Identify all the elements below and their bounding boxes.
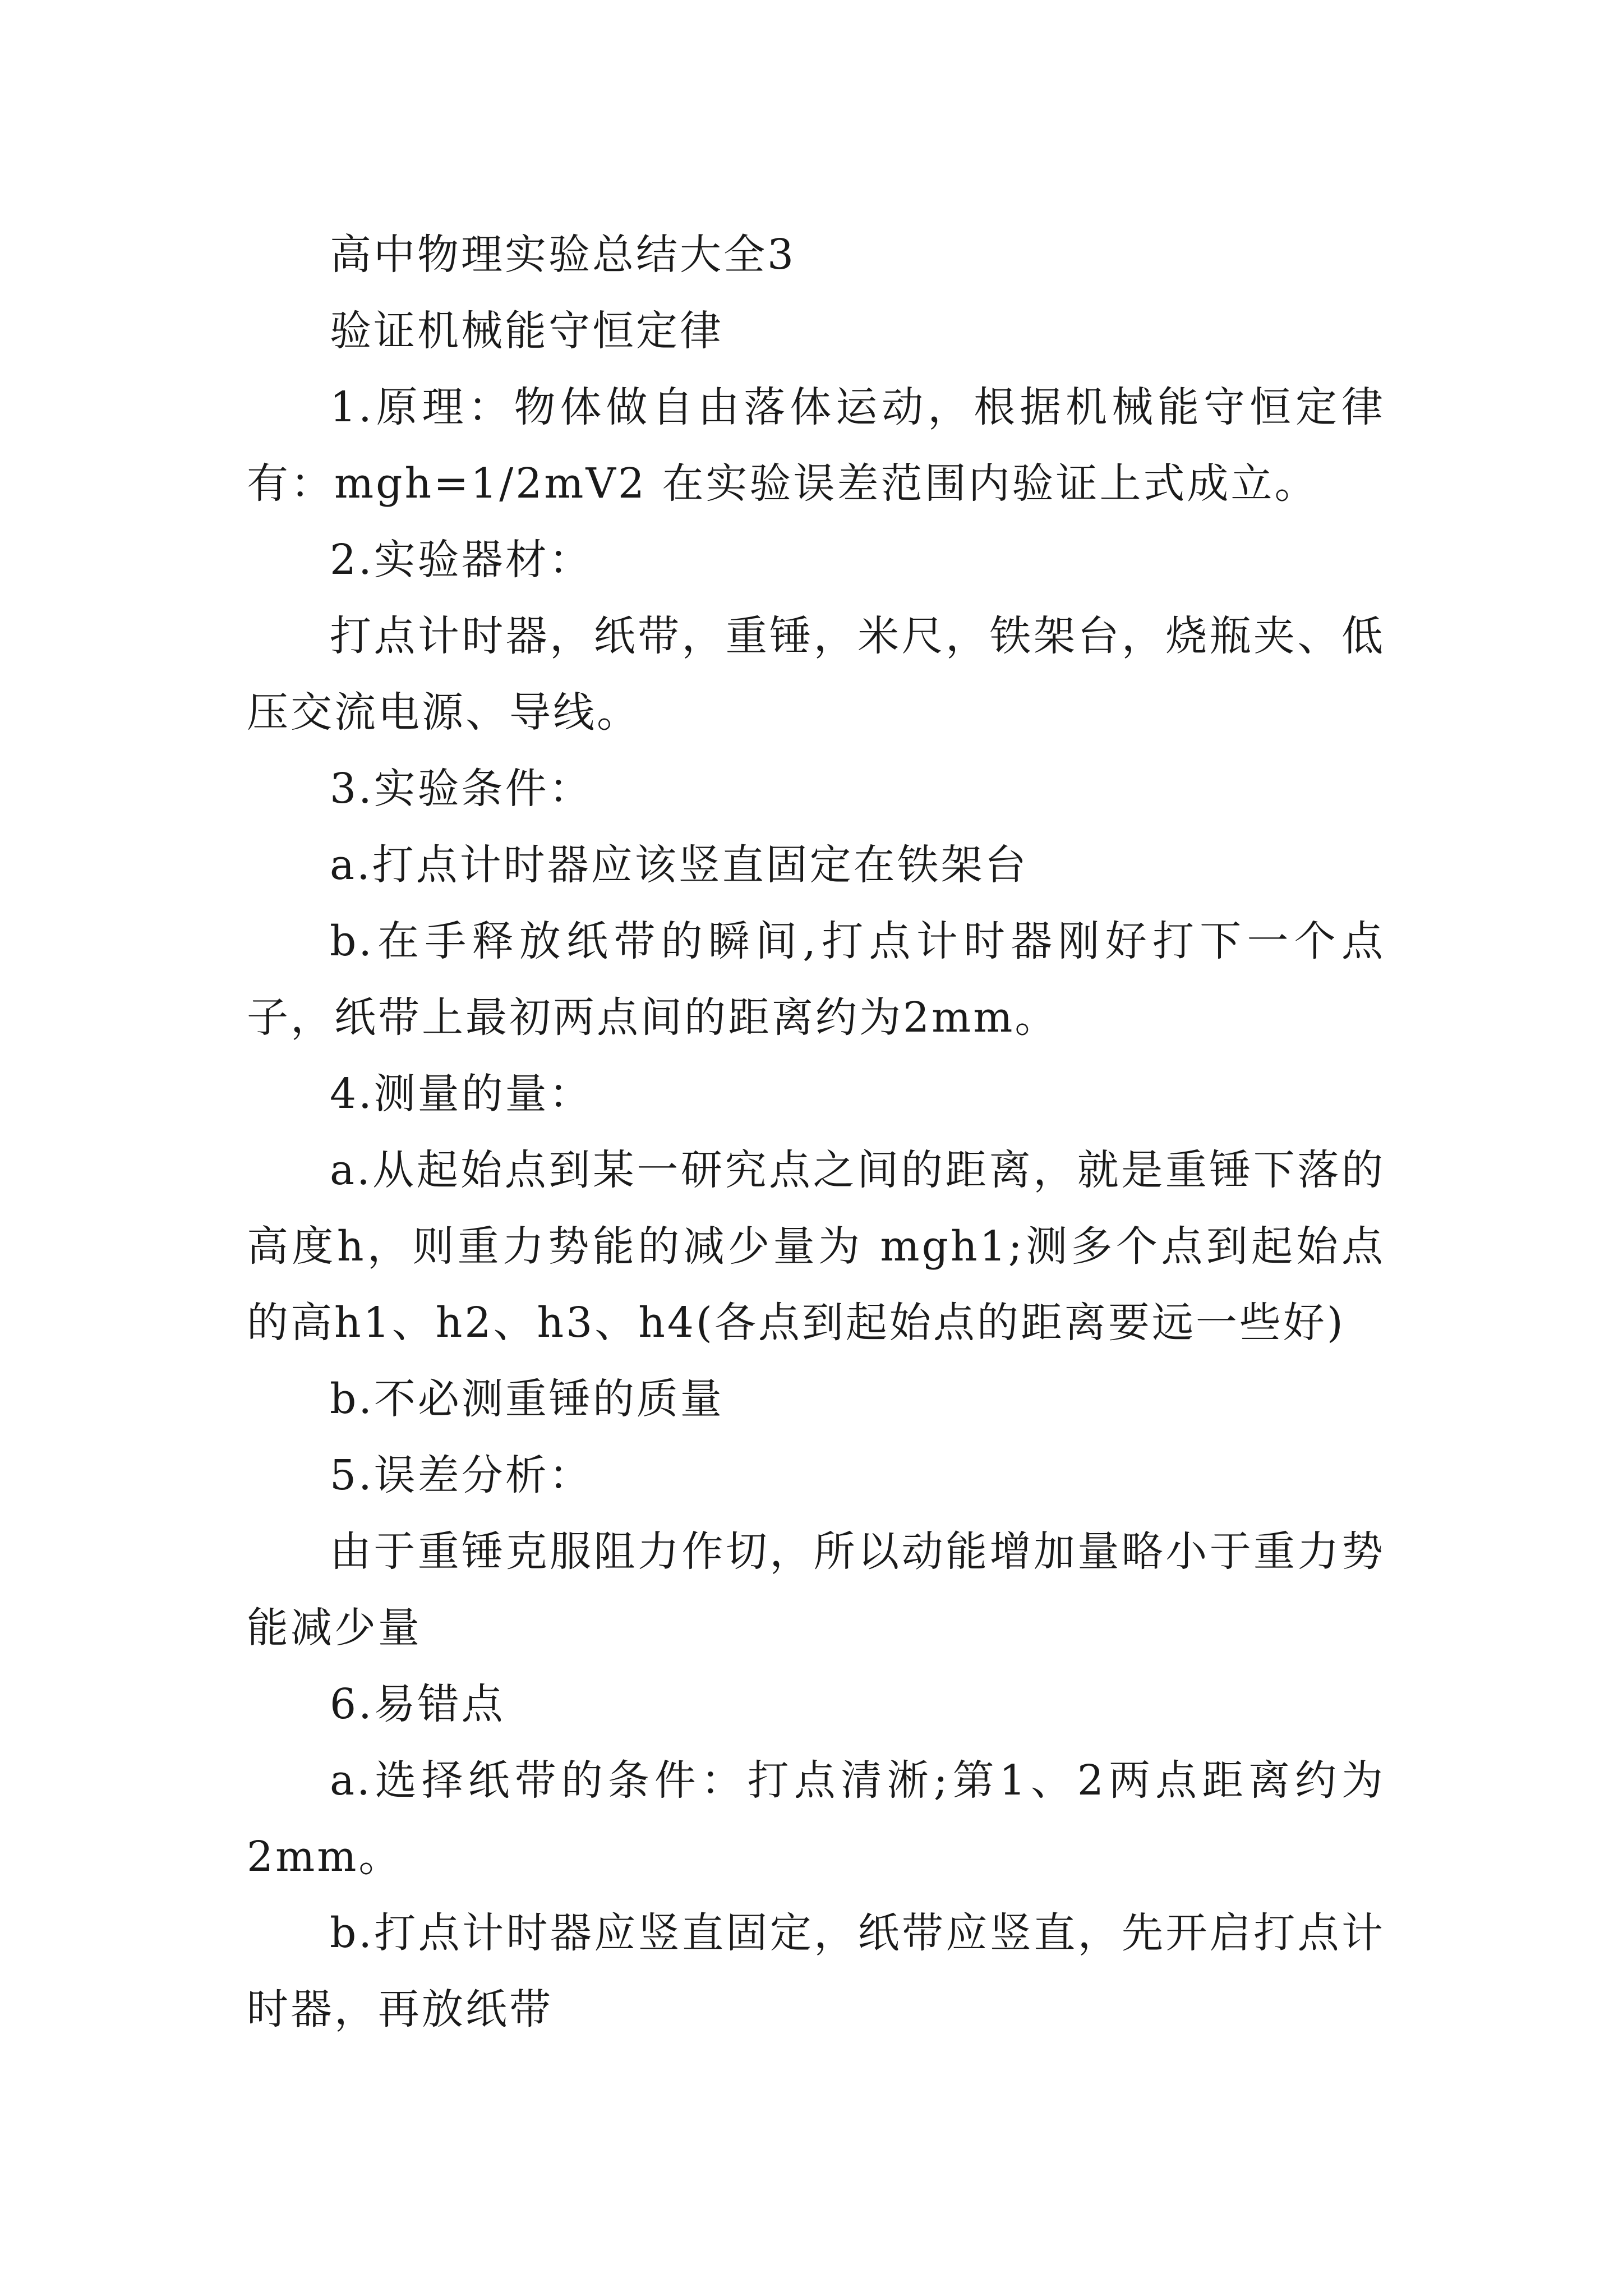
paragraph: 5.误差分析： [330,1451,593,1499]
document-title: 高中物理实验总结大全3 [330,231,796,279]
paragraph: a.打点计时器应该竖直固定在铁架台 [330,841,1029,889]
document-body [247,217,1385,2047]
paragraph: 3.实验条件： [330,765,593,813]
paragraph: 6.易错点 [330,1680,505,1728]
paragraph: 打点计时器，纸带，重锤，米尺，铁架台，烧瓶夹、低压交流电源、导线。 [247,612,1385,737]
paragraph: 2.实验器材： [330,536,593,584]
paragraph: b.不必测重锤的质量 [330,1375,724,1423]
paragraph: a.从起始点到某一研究点之间的距离，就是重锤下落的高度h，则重力势能的减少量为 mgh1;测多个点到起始点的高h1、h2、h3、h4(各点到起始点的距离要远一些好) [247,1146,1385,1347]
paragraph: 1.原理：物体做自由落体运动，根据机械能守恒定律有：mgh=1/2mV2 在实验误差范围内验证上式成立。 [247,383,1385,508]
paragraph: 由于重锤克服阻力作切，所以动能增加量略小于重力势能减少量 [247,1527,1385,1652]
paragraph: a.选择纸带的条件：打点清淅;第1、2两点距离约为2mm。 [247,1756,1385,1881]
paragraph: b.打点计时器应竖直固定，纸带应竖直，先开启打点计时器，再放纸带 [247,1909,1385,2033]
paragraph: b.在手释放纸带的瞬间,打点计时器刚好打下一个点子，纸带上最初两点间的距离约为2mm。 [247,917,1385,1042]
section-heading: 验证机械能守恒定律 [330,307,723,355]
paragraph: 4.测量的量： [330,1070,593,1118]
